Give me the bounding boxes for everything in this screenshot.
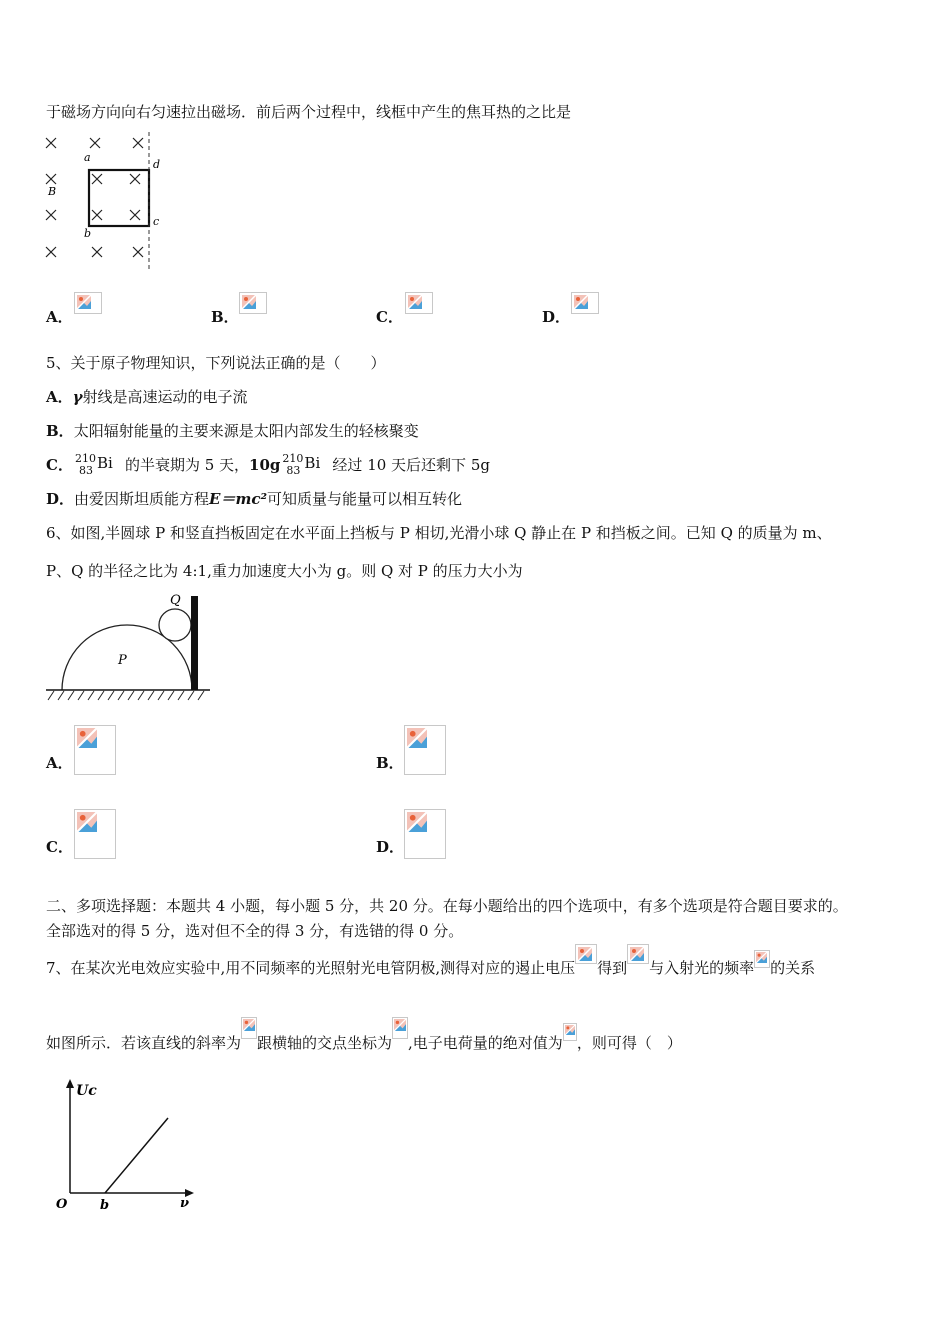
- mass-energy-equation: E＝mc²: [209, 490, 268, 508]
- label-B: B: [48, 185, 57, 198]
- section2-line1: 二、多项选择题：本题共 4 小题，每小题 5 分，共 20 分。在每小题给出的四个选项中，有多个选项是符合题目要求的。: [46, 897, 848, 915]
- option-text: 的半衰期为 5 天，: [124, 456, 250, 474]
- q4-option-c[interactable]: C．: [376, 308, 403, 326]
- q4-option-a[interactable]: A．: [46, 308, 73, 326]
- q6-line2: P、Q 的半径之比为 4:1,重力加速度大小为 g。则 Q 对 P 的压力大小为: [46, 562, 523, 580]
- q6-option-d[interactable]: D．: [376, 838, 405, 856]
- nuclide-bi: 210 83 Bi: [282, 452, 321, 477]
- broken-image-icon: [241, 1017, 257, 1039]
- option-text: 太阳辐射能量的主要来源是太阳内部发生的轻核聚变: [73, 422, 419, 440]
- broken-image-icon: [563, 1023, 577, 1041]
- broken-image-icon: [405, 292, 433, 314]
- text-segment: ，则可得（ ）: [576, 1034, 682, 1052]
- text-segment: 如图所示．若该直线的斜率为: [46, 1034, 242, 1052]
- label-d: d: [153, 158, 161, 171]
- broken-image-icon: [239, 292, 267, 314]
- option-label: B．: [46, 422, 74, 440]
- q5-option-c[interactable]: [46, 452, 490, 477]
- broken-image-icon: [74, 292, 102, 314]
- q5-option-a[interactable]: [46, 387, 248, 407]
- broken-image-icon: [74, 809, 116, 859]
- option-text: 经过 10 天后还剩下 5g: [332, 456, 490, 474]
- q6-option-c[interactable]: C．: [46, 838, 73, 856]
- q4-option-d[interactable]: D．: [542, 308, 571, 326]
- broken-image-icon: [571, 292, 599, 314]
- label-Q: Q: [170, 593, 181, 608]
- broken-image-icon: [404, 809, 446, 859]
- q6-line1: 6、如图,半圆球 P 和竖直挡板固定在水平面上挡板与 P 相切,光滑小球 Q 静止在 P 和挡板之间。已知 Q 的质量为 m、: [46, 524, 832, 542]
- q5-option-d[interactable]: [46, 489, 462, 509]
- text-segment: 得到: [597, 959, 628, 977]
- broken-image-icon: [627, 944, 649, 964]
- q6-option-a[interactable]: A．: [46, 754, 73, 772]
- q4-magnetic-field-figure: [40, 132, 170, 272]
- label-a: a: [84, 151, 91, 164]
- broken-image-icon: [404, 725, 446, 775]
- text-segment: 与入射光的频率: [649, 959, 755, 977]
- option-text: 射线是高速运动的电子流: [82, 388, 248, 406]
- option-label: A．: [46, 388, 73, 406]
- mass-amount: 10g: [249, 456, 281, 474]
- q7-uc-nu-graph: [50, 1075, 200, 1215]
- q7-line2: [46, 1033, 682, 1053]
- text-segment: 跟横轴的交点坐标为: [257, 1034, 393, 1052]
- text-segment: 7、在某次光电效应实验中,用不同频率的光照射光电管阴极,测得对应的遏止电压: [46, 959, 576, 977]
- broken-image-icon: [754, 950, 770, 968]
- broken-image-icon: [74, 725, 116, 775]
- label-b: b: [84, 227, 92, 240]
- label-P: P: [118, 653, 127, 668]
- text-segment: 的关系: [770, 959, 816, 977]
- q4-tail-text: 于磁场方向向右匀速拉出磁场．前后两个过程中，线框中产生的焦耳热的之比是: [46, 103, 572, 121]
- option-text: 可知质量与能量可以相互转化: [267, 490, 463, 508]
- gamma-symbol: γ: [72, 388, 83, 406]
- nuclide-bi: 210 83 Bi: [74, 452, 113, 477]
- q5-stem: 5、关于原子物理知识，下列说法正确的是（ ）: [46, 354, 386, 372]
- x-axis-label: ν: [180, 1196, 190, 1211]
- q7-line1: [46, 958, 815, 978]
- q6-hemisphere-figure: [44, 588, 214, 703]
- intercept-label: b: [100, 1198, 110, 1213]
- q5-option-b[interactable]: [46, 421, 419, 441]
- origin-label: O: [56, 1197, 68, 1212]
- broken-image-icon: [575, 944, 597, 964]
- option-label: D．: [46, 490, 75, 508]
- option-label: C．: [46, 456, 73, 474]
- label-c: c: [153, 215, 160, 228]
- section2-line2: 全部选对的得 5 分，选对但不全的得 3 分，有选错的得 0 分。: [46, 922, 464, 940]
- y-axis-label: Uc: [76, 1083, 97, 1099]
- q6-option-b[interactable]: B．: [376, 754, 404, 772]
- q4-option-b[interactable]: B．: [211, 308, 239, 326]
- broken-image-icon: [392, 1017, 408, 1039]
- text-segment: ,电子电荷量的绝对值为: [408, 1034, 563, 1052]
- option-text: 由爱因斯坦质能方程: [74, 490, 210, 508]
